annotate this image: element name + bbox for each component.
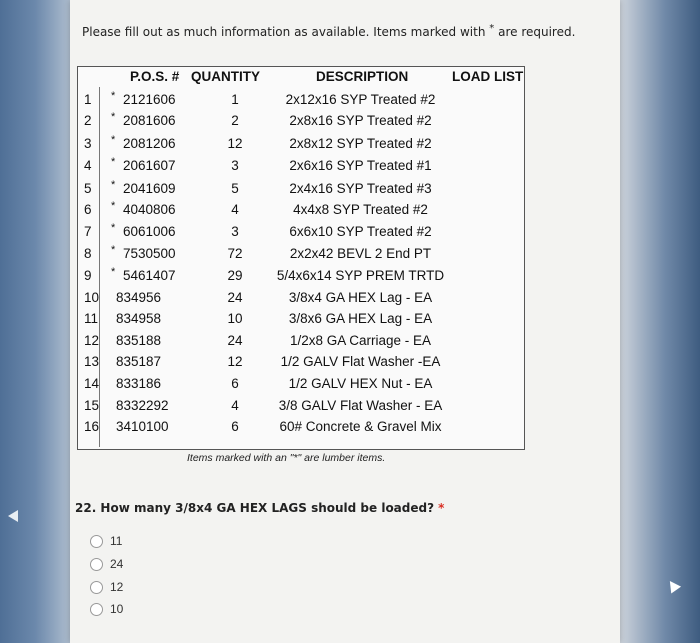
- lumber-asterisk: *: [111, 156, 116, 168]
- quantity-cell: 29: [227, 268, 243, 283]
- description-cell: 4x4x8 SYP Treated #2: [293, 202, 428, 217]
- pos-number: 3410100: [116, 419, 169, 434]
- option-label: 10: [110, 602, 124, 616]
- lumber-asterisk: *: [111, 244, 116, 256]
- pos-number: 2121606: [123, 92, 176, 107]
- pos-number: 833186: [116, 376, 162, 391]
- pos-number: 835187: [116, 354, 162, 369]
- quantity-cell: 6: [231, 419, 239, 434]
- row-number: 12: [84, 333, 100, 348]
- lumber-asterisk: *: [111, 134, 116, 146]
- form-instructions: Please fill out as much information as available. Items marked with * are required.: [82, 23, 576, 39]
- lumber-asterisk: *: [111, 200, 116, 212]
- option-label: 24: [110, 557, 124, 571]
- row-number: 14: [84, 376, 100, 391]
- radio-button[interactable]: [90, 603, 103, 616]
- row-number: 7: [84, 224, 92, 239]
- lumber-note: Items marked with an "*" are lumber items.: [187, 452, 386, 464]
- table-row: [78, 224, 524, 246]
- table-row: [78, 398, 524, 420]
- description-cell: 1/2x8 GA Carriage - EA: [289, 333, 432, 348]
- pos-number: 8332292: [116, 398, 169, 413]
- table-row: [78, 113, 524, 135]
- row-number: 11: [84, 311, 99, 326]
- description-cell: 3/8x4 GA HEX Lag - EA: [288, 290, 433, 305]
- quantity-cell: 6: [231, 376, 239, 391]
- description-cell: 2x4x16 SYP Treated #3: [289, 181, 432, 196]
- radio-button[interactable]: [90, 558, 103, 571]
- header-description: DESCRIPTION: [316, 69, 409, 84]
- row-number: 3: [84, 136, 92, 151]
- pos-number: 2061607: [123, 158, 176, 173]
- row-number: 16: [84, 419, 100, 434]
- table-row: [78, 246, 524, 268]
- quantity-cell: 12: [227, 136, 243, 151]
- left-edge-arrow-icon: [8, 510, 18, 522]
- row-number: 1: [84, 92, 92, 107]
- lumber-asterisk: *: [111, 179, 116, 191]
- quantity-cell: 1: [231, 92, 239, 107]
- load-list-table: [77, 66, 525, 450]
- table-row: [78, 136, 524, 158]
- table-row: [78, 311, 524, 333]
- description-cell: 2x8x16 SYP Treated #2: [289, 113, 432, 128]
- quantity-cell: 24: [227, 333, 243, 348]
- description-cell: 2x8x12 SYP Treated #2: [289, 136, 432, 151]
- quantity-cell: 4: [231, 398, 239, 413]
- row-number: 10: [84, 290, 100, 305]
- required-asterisk: *: [438, 501, 445, 515]
- description-cell: 1/2 GALV HEX Nut - EA: [288, 376, 433, 391]
- quantity-cell: 5: [231, 181, 239, 196]
- pos-number: 2081206: [123, 136, 176, 151]
- radio-button[interactable]: [90, 535, 103, 548]
- row-number: 6: [84, 202, 92, 217]
- form-page: [70, 0, 620, 643]
- mouse-cursor-icon: [665, 578, 681, 594]
- quantity-cell: 12: [227, 354, 243, 369]
- description-cell: 6x6x10 SYP Treated #2: [289, 224, 432, 239]
- row-number: 2: [84, 113, 92, 128]
- quantity-cell: 10: [227, 311, 243, 326]
- required-asterisk: *: [489, 23, 495, 34]
- lumber-asterisk: *: [111, 111, 116, 123]
- quantity-cell: 4: [231, 202, 239, 217]
- table-row: [78, 376, 524, 398]
- pos-number: 4040806: [123, 202, 176, 217]
- header-load-list: LOAD LIST: [452, 69, 524, 84]
- question-22: 22. How many 3/8x4 GA HEX LAGS should be loaded? *: [75, 501, 445, 515]
- table-row: [78, 290, 524, 312]
- description-cell: 2x2x42 BEVL 2 End PT: [289, 246, 432, 261]
- pos-number: 2041609: [123, 181, 176, 196]
- description-cell: 2x12x16 SYP Treated #2: [285, 92, 436, 107]
- row-number: 8: [84, 246, 92, 261]
- table-row: [78, 92, 524, 114]
- description-cell: 1/2 GALV Flat Washer -EA: [280, 354, 441, 369]
- description-cell: 60# Concrete & Gravel Mix: [279, 419, 442, 434]
- table-row: [78, 333, 524, 355]
- row-number: 9: [84, 268, 92, 283]
- table-row: [78, 354, 524, 376]
- table-row: [78, 268, 524, 290]
- description-cell: 2x6x16 SYP Treated #1: [289, 158, 432, 173]
- option-label: 12: [110, 580, 124, 594]
- quantity-cell: 24: [227, 290, 243, 305]
- table-row: [78, 202, 524, 224]
- pos-number: 2081606: [123, 113, 176, 128]
- table-row: [78, 419, 524, 441]
- quantity-cell: 2: [231, 113, 239, 128]
- option-label: 11: [110, 534, 123, 548]
- row-number: 13: [84, 354, 100, 369]
- quantity-cell: 72: [227, 246, 243, 261]
- lumber-asterisk: *: [111, 90, 116, 102]
- pos-number: 5461407: [123, 268, 176, 283]
- quantity-cell: 3: [231, 158, 239, 173]
- quantity-cell: 3: [231, 224, 239, 239]
- pos-number: 834956: [116, 290, 162, 305]
- lumber-asterisk: *: [111, 222, 116, 234]
- row-number: 5: [84, 181, 92, 196]
- row-number: 15: [84, 398, 100, 413]
- table-row: [78, 158, 524, 180]
- pos-number: 834958: [116, 311, 162, 326]
- header-quantity: QUANTITY: [191, 69, 260, 84]
- radio-button[interactable]: [90, 581, 103, 594]
- description-cell: 3/8 GALV Flat Washer - EA: [278, 398, 443, 413]
- pos-number: 6061006: [123, 224, 176, 239]
- table-row: [78, 181, 524, 203]
- description-cell: 5/4x6x14 SYP PREM TRTD: [276, 268, 445, 283]
- pos-number: 835188: [116, 333, 162, 348]
- row-number: 4: [84, 158, 92, 173]
- header-pos: P.O.S. #: [130, 69, 180, 84]
- description-cell: 3/8x6 GA HEX Lag - EA: [288, 311, 433, 326]
- pos-number: 7530500: [123, 246, 176, 261]
- lumber-asterisk: *: [111, 266, 116, 278]
